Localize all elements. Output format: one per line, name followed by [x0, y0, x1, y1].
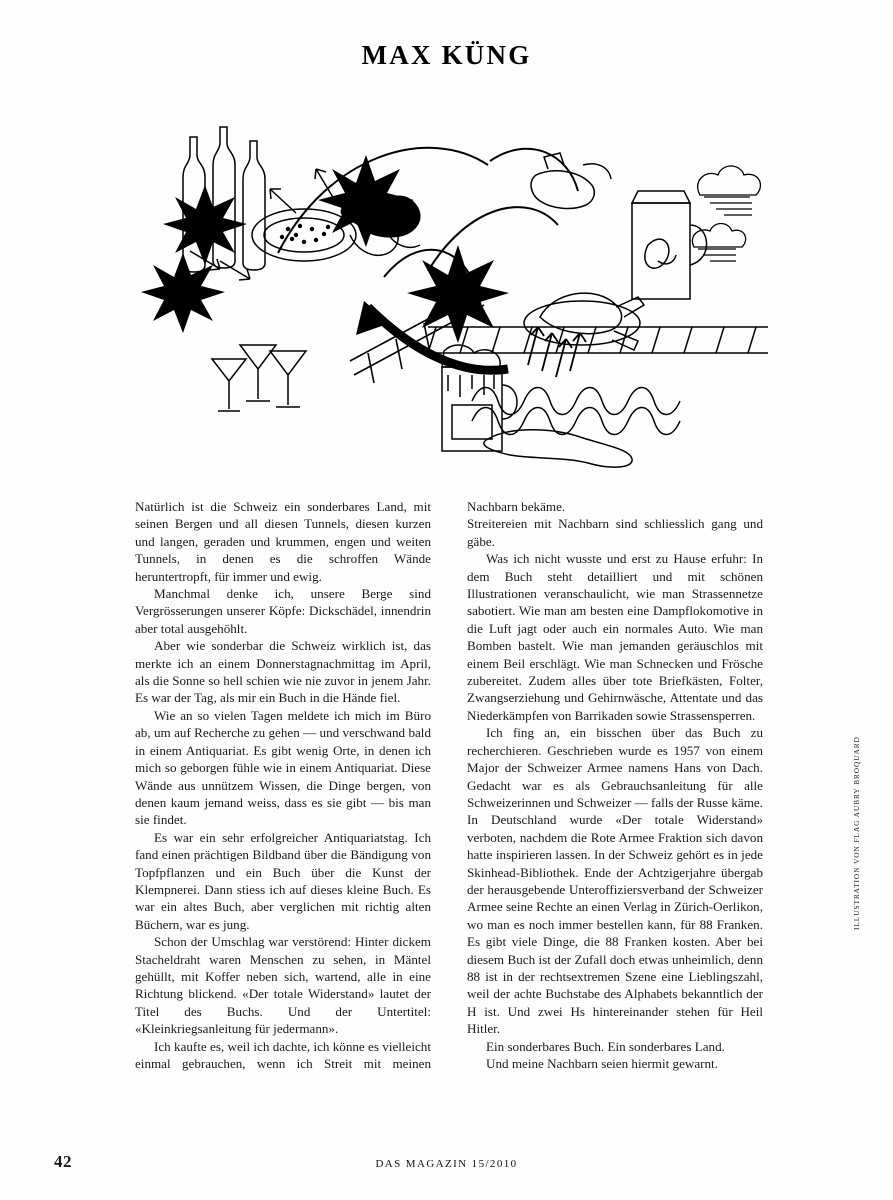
paragraph: Aber wie sonderbar die Schweiz wirklich ist, das merkte ich an einem Donnerstagnachmittag im April, als die Sonne so hell schien wie nie zuvor in jenem Jahr. Es war der Tag, als mir ein Buch in die Hände fiel.: [135, 638, 431, 706]
paragraph: Natürlich ist die Schweiz ein sonderbares Land, mit seinen Bergen und all diesen Tunnels, diesen kurzen und langen, geraden und krummen, engen und weiten Tunnels, in denen es die schroffen Wände heruntertropft, für immer und ewig.: [135, 499, 431, 584]
page-number: 42: [54, 1152, 72, 1171]
paragraph: Und meine Nachbarn seien hiermit gewarnt.: [486, 1056, 718, 1071]
illustration: [128, 95, 768, 475]
illustration-credit: ILLUSTRATION VON FLAG AUBRY BROQUARD: [852, 736, 861, 930]
article-body: [135, 498, 763, 1138]
paragraph: Ich kaufte es, weil ich dachte, ich könne es vielleicht einmal gebrauchen, wenn ich Streit mit meinen Nachbarn bekäme.: [135, 499, 566, 1071]
paragraph: Was ich nicht wusste und erst zu Hause erfuhr: In dem Buch steht detailliert und mit schönen Illustrationen veranschaulicht, wie man Strassennetze sabotiert. Wie man am besten eine Dampflokomotive in die Luft jagt oder auch ein normales Auto. Wie man Bomben bastelt. Wie man jemanden geräuschlos mit einem Beil erschlägt. Wie man Schnecken und Frösche zubereitet. Zudem alles über tote Briefkästen, Folter, Zwangserziehung und Gehirnwäsche, Attentate und das Niederkämpfen von Barrikaden sowie Strassensperren.: [467, 551, 763, 723]
paragraph: Es war ein sehr erfolgreicher Antiquariatstag. Ich fand einen prächtigen Bildband über die Bändigung von Topfpflanzen und ein Buch über die Kunst der Klempnerei. Dann stiess ich auf dieses kleine Buch. Es war ein altes Buch, aber verglichen mit richtig alten Büchern, war es jung.: [135, 829, 431, 932]
paragraph: Wie an so vielen Tagen meldete ich mich im Büro ab, um auf Recherche zu gehen — und verschwand bald in einem Antiquariat. Es gibt wenig Orte, in denen ich mich so geborgen fühle wie in einem Antiquariat. Diese Wände aus unnützem Wissen, die Dinge bergen, von denen kaum jemand weiss, dass es sie gibt — bis man sie findet.: [135, 707, 431, 828]
paragraph: Ich fing an, ein bisschen über das Buch zu recherchieren. Geschrieben wurde es 1957 von einem Major der Schweizer Armee namens Hans von Dach. Gedacht war es als Gebrauchsanleitung für alle Schweizerinnen und Schweizer — falls der Russe käme. In Deutschland wurde «Der totale Widerstand» verboten, nachdem die Rote Armee Fraktion sich davon hatte inspirieren lassen. In der Schweiz gehört es in jede Skinhead-Bibliothek. Ende der Achtzigerjahre übergab der herausgebende Unteroffiziersverband der Schweizer Armee seine Rechte an einen Verlag in Zürich-Oerlikon, wo man es noch immer bestellen kann, für 88 Franken. Es gibt viele Dinge, die 88 Franken kosten. Aber bei diesem Buch ist der Zufall doch etwas unheimlich, denn 88 ist in der rechtsextremen Szene eine Lieblingszahl, weil der achte Buchstabe des Alphabets bekanntlich der H ist. Und zwei Hs hintereinander stehen für Heil Hitler.: [467, 725, 763, 1037]
paragraph: Ein sonderbares Buch. Ein sonderbares Land.: [486, 1038, 725, 1054]
footer-issue-line: DAS MAGAZIN 15/2010: [375, 1158, 518, 1170]
paragraph: Manchmal denke ich, unsere Berge sind Vergrösserungen unserer Köpfe: Dickschädel, innendrin aber total ausgehöhlt.: [135, 586, 431, 636]
page-title: MAX KÜNG: [361, 40, 532, 70]
paragraph: Streitereien mit Nachbarn sind schliesslich gang und gäbe.: [467, 516, 763, 549]
paragraph: Schon der Umschlag war verstörend: Hinter dickem Stacheldraht waren Menschen zu sehen, in Mäntel gehüllt, mit Koffer neben sich, wartend, alle in eine Richtung blickend. «Der totale Widerstand» lautet der Titel des Buchs. Und der Untertitel: «Kleinkriegsanleitung für jedermann».: [135, 934, 431, 1037]
